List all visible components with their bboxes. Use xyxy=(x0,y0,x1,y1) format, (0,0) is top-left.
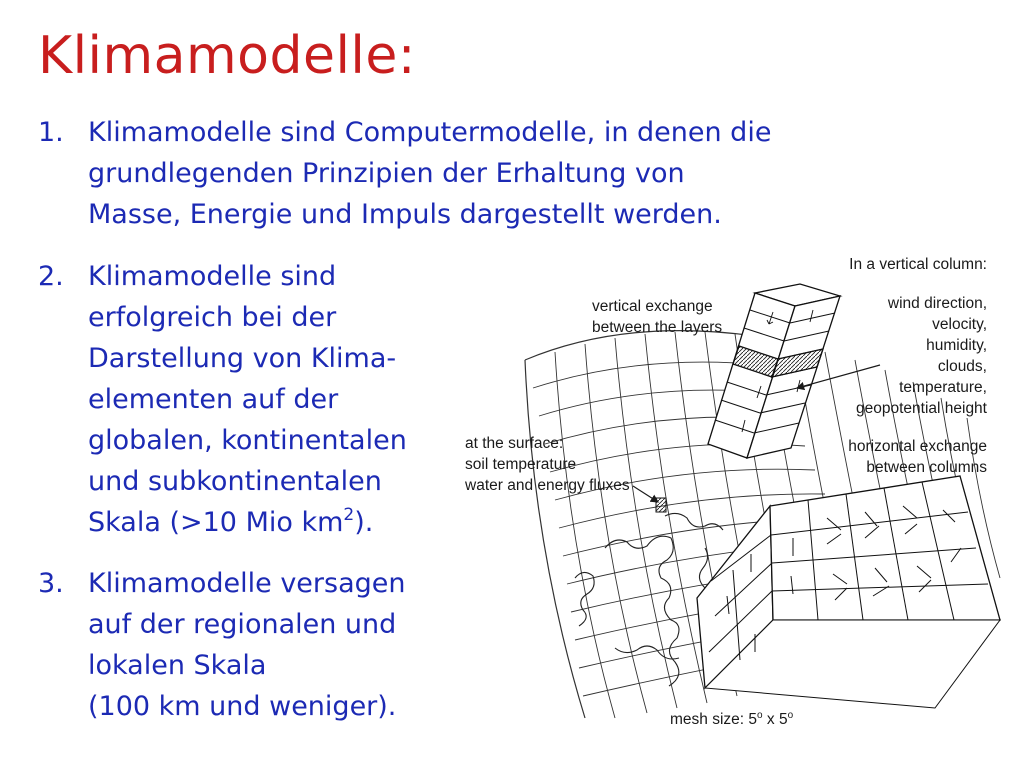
horizontal-exchange-label: horizontal exchange xyxy=(848,438,987,455)
vertical-exchange-label: between the layers xyxy=(592,319,723,336)
list-item-2 xyxy=(38,256,407,543)
surface-label: soil temperature xyxy=(465,456,577,473)
var-label: humidity, xyxy=(926,337,987,354)
list-text-line: auf der regionalen und xyxy=(88,609,397,640)
mesh-size-label xyxy=(670,710,794,728)
list-item-1 xyxy=(38,112,771,235)
list-number: 3. xyxy=(38,568,64,599)
list-text-line: elementen auf der xyxy=(88,384,339,415)
list-text-line: Darstellung von Klima- xyxy=(88,343,397,374)
list-text-line: globalen, kontinentalen xyxy=(88,425,407,456)
scale-text-end: ). xyxy=(354,507,374,538)
list-text-line: Klimamodelle versagen xyxy=(88,568,406,599)
vertical-exchange-label: vertical exchange xyxy=(592,298,713,315)
degree-sup: o xyxy=(757,710,763,721)
surface-cell xyxy=(656,498,666,512)
var-label: clouds, xyxy=(937,358,987,375)
horizontal-exchange-label: between columns xyxy=(866,459,987,476)
var-label: velocity, xyxy=(932,316,987,333)
list-text-line: und subkontinentalen xyxy=(88,466,382,497)
vertical-column-header: In a vertical column: xyxy=(849,256,987,273)
list-text-line: Klimamodelle sind Computermodelle, in denen die xyxy=(88,117,772,148)
degree-sup: o xyxy=(787,710,794,721)
list-text-line: lokalen Skala xyxy=(88,650,267,681)
surface-label: water and energy fluxes xyxy=(465,477,630,494)
list-text-line: grundlegenden Prinzipien der Erhaltung von xyxy=(88,158,685,189)
slide-title: Klimamodelle: xyxy=(38,26,416,86)
scale-text: Skala (>10 Mio km xyxy=(88,507,344,538)
superscript: 2 xyxy=(343,505,355,525)
surface-label: at the surface: xyxy=(465,435,564,452)
var-label: geopotential height xyxy=(855,400,987,417)
var-label: wind direction, xyxy=(887,295,987,312)
vertical-column xyxy=(708,284,840,458)
list-text-line: Klimamodelle sind xyxy=(88,261,337,292)
list-number: 1. xyxy=(38,117,64,148)
list-text-line-scale xyxy=(88,502,407,543)
list-text-line: Masse, Energie und Impuls dargestellt werden. xyxy=(88,199,722,230)
list-item-3 xyxy=(38,563,406,727)
mesh-size-mid: x 5 xyxy=(762,711,788,728)
list-number: 2. xyxy=(38,261,64,292)
mesh-size-text: mesh size: 5 xyxy=(670,711,758,728)
list-text-line: erfolgreich bei der xyxy=(88,302,337,333)
list-text-line: (100 km und weniger). xyxy=(88,691,397,722)
climate-model-grid-figure xyxy=(455,248,1005,733)
horizontal-grid-block xyxy=(697,476,1000,708)
var-label: temperature, xyxy=(899,379,987,396)
